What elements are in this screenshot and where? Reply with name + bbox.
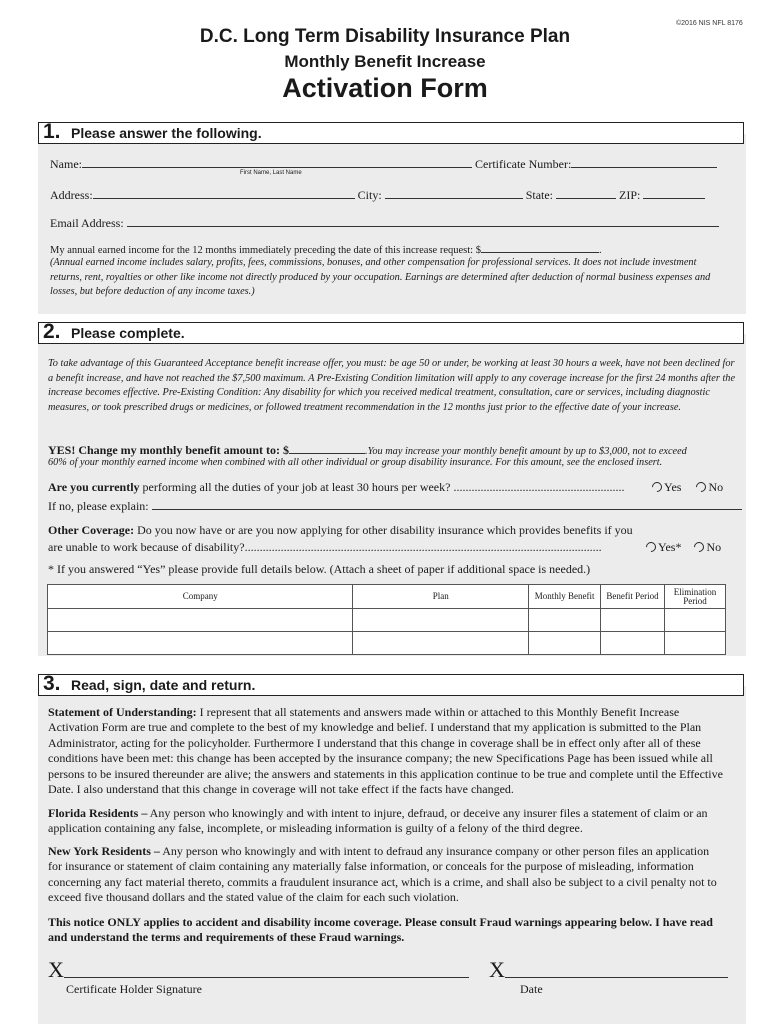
working-no-label: No <box>708 480 724 494</box>
section3-number: 3. <box>43 672 61 695</box>
name-row <box>50 155 717 172</box>
city-label: City: <box>357 188 382 202</box>
state-field[interactable] <box>556 186 616 199</box>
section2-title: Please complete. <box>71 325 185 341</box>
name-field[interactable] <box>82 155 472 168</box>
explain-label: If no, please explain: <box>48 499 149 513</box>
table-cell[interactable] <box>664 609 725 632</box>
other-coverage-text: Do you now have or are you now applying for other disability insurance which provides benefits if you <box>134 523 633 537</box>
florida-text: Any person who knowingly and with intent to injure, defraud, or deceive any insurer files a statement of claim or an application containing any false, incomplete, or misleading information is guilty of a felony of the third degree. <box>48 806 708 836</box>
form-title-main: Activation Form <box>282 73 488 103</box>
newyork-text: Any person who knowingly and with intent to defraud any insurance company or other person files an application for insurance or statement of claim containing any materially false information, or conceals for the purpose of misleading, information concerning any fact material thereto, commits a fraudulent insurance act, which is a crime, and shall also be subject to a civil penalty not to exceed five thousand dollars and the stated value of the claim for each such violation. <box>48 844 717 905</box>
other-coverage-line1 <box>48 523 633 538</box>
table-row <box>48 609 726 632</box>
benefit-amount-label: YES! Change my monthly benefit amount to: $ <box>48 443 290 457</box>
statement-bold: Statement of Understanding: <box>48 705 197 719</box>
section1-title: Please answer the following. <box>71 125 262 141</box>
table-header-row <box>48 585 726 609</box>
section3-title: Read, sign, date and return. <box>71 677 256 693</box>
other-coverage-no-radio[interactable] <box>692 540 706 554</box>
form-title-plan: D.C. Long Term Disability Insurance Plan <box>199 26 571 47</box>
table-cell[interactable] <box>529 609 601 632</box>
zip-label: ZIP: <box>619 188 641 202</box>
zip-field[interactable] <box>643 186 705 199</box>
section1-header <box>38 122 744 144</box>
florida-warning <box>48 806 724 837</box>
form-title-subtitle: Monthly Benefit Increase <box>284 52 486 71</box>
table-cell[interactable] <box>353 632 529 655</box>
fraud-notice: This notice ONLY applies to accident and disability income coverage. Please consult Fraud warnings appearing below. I have read and understand the terms and requirements of these Fraud warnings. <box>48 915 713 945</box>
signature-line[interactable] <box>64 977 469 978</box>
explain-row <box>48 497 742 514</box>
explain-field[interactable] <box>152 497 742 510</box>
working-yes-label: Yes <box>664 480 682 494</box>
table-cell[interactable] <box>664 632 725 655</box>
section2-header <box>38 322 744 344</box>
benefit-amount-note-b: 60% of your monthly earned income when combined with all other individual or group disability insurance. For this amount, see the enclosed insert. <box>48 457 663 468</box>
address-field[interactable] <box>93 186 355 199</box>
name-label: Name: <box>50 157 82 171</box>
email-row <box>50 214 719 231</box>
email-field[interactable] <box>127 214 719 227</box>
other-coverage-bold: Other Coverage: <box>48 523 135 537</box>
city-field[interactable] <box>385 186 523 199</box>
other-coverage-table <box>47 584 726 655</box>
working-question-text: performing all the duties of your job at least 30 hours per week? ......................................................... <box>139 480 625 494</box>
date-label: Date <box>520 982 543 996</box>
section2-number: 2. <box>43 320 61 343</box>
table-header-plan: Plan <box>353 585 529 609</box>
coverage-footnote: * If you answered “Yes” please provide full details below. (Attach a sheet of paper if additional space is needed.) <box>48 562 591 576</box>
name-hint: First Name, Last Name <box>240 170 302 176</box>
address-label: Address: <box>50 188 93 202</box>
certificate-label: Certificate Number: <box>475 157 572 171</box>
florida-bold: Florida Residents – <box>48 806 148 820</box>
date-line[interactable] <box>505 977 728 978</box>
section1-number: 1. <box>43 120 61 143</box>
other-coverage-line2: are unable to work because of disability?....................................................................................................................... <box>48 540 602 554</box>
table-cell[interactable] <box>48 609 353 632</box>
benefit-amount-note-a: .You may increase your monthly benefit amount by up to $3,000, not to exceed <box>365 446 687 457</box>
income-text: My annual earned income for the 12 months immediately preceding the date of this increase request: $ <box>50 245 481 256</box>
income-field[interactable] <box>481 242 599 253</box>
table-header-benefit-period: Benefit Period <box>601 585 665 609</box>
table-cell[interactable] <box>529 632 601 655</box>
signature-x: X <box>48 957 64 982</box>
other-coverage-yes-label: Yes* <box>658 540 682 554</box>
statement-text: I represent that all statements and answers made within or attached to this Monthly Benefit Increase Activation Form are true and complete to the best of my knowledge and belief. I understand that my application is submitted to the Plan Administrator, acting for the policyholder. Furthermore I understand that this change in coverage shall be in effect only after all of these conditions have been met: this change has been accepted by the insurance company; the new Specifications Page has been issued while all persons to be insured thereunder are alive; the answers and statements in this application continue to be true and complete until the Effective Date. I also understand that this change in coverage will not take effect if the facts have changed. <box>48 705 723 797</box>
working-answers <box>648 480 723 495</box>
table-header-company: Company <box>48 585 353 609</box>
table-cell[interactable] <box>601 609 665 632</box>
income-row: My annual earned income for the 12 months immediately preceding the date of this increase request: $ . <box>50 242 730 256</box>
income-note: (Annual earned income includes salary, profits, fees, commissions, bonuses, and other compensation for professional services. It does not include investment returns, rent, royalties or other like income not directly produced by your occupation. Earnings are determined after deduction of normal business expenses and losses, but before deduction of any income taxes.) <box>50 257 711 297</box>
section3-header <box>38 674 744 696</box>
working-no-radio[interactable] <box>694 480 708 494</box>
benefit-amount-field[interactable] <box>289 441 365 454</box>
email-label: Email Address: <box>50 216 124 230</box>
newyork-bold: New York Residents – <box>48 844 160 858</box>
table-cell[interactable] <box>48 632 353 655</box>
table-row <box>48 632 726 655</box>
other-coverage-yes-radio[interactable] <box>644 540 658 554</box>
other-coverage-no-label: No <box>706 540 722 554</box>
table-cell[interactable] <box>601 632 665 655</box>
signature-label: Certificate Holder Signature <box>66 982 202 996</box>
working-yes-radio[interactable] <box>650 480 664 494</box>
table-header-monthly-benefit: Monthly Benefit <box>529 585 601 609</box>
table-cell[interactable] <box>353 609 529 632</box>
working-question-bold: Are you currently <box>48 480 140 494</box>
statement-of-understanding <box>48 705 724 797</box>
state-label: State: <box>525 188 554 202</box>
newyork-warning <box>48 844 724 906</box>
date-x: X <box>489 957 505 982</box>
table-header-elimination-period: Elimination Period <box>664 585 725 609</box>
address-row <box>50 186 705 203</box>
working-question <box>48 480 624 495</box>
other-coverage-answers <box>642 540 721 555</box>
certificate-field[interactable] <box>571 155 717 168</box>
eligibility-intro: To take advantage of this Guaranteed Acceptance benefit increase offer, you must: be age 50 or under, be working at least 30 hours a week, have not been declined for a benefit increase, and have not reached the $7,500 maximum. A Pre-Existing Condition limitation will apply to any coverage increase for the first 24 months after the increase becomes effective. Pre-Existing Condition: Any disability for which you received medical treatment, consultation, care or services, including diagnostic measures, or took prescribed drugs or medicines, or followed treatment recommendation in the 12 months just prior to the effective date of your increase. <box>48 358 736 413</box>
form-code: ©2016 NIS NFL 8176 <box>676 20 743 27</box>
